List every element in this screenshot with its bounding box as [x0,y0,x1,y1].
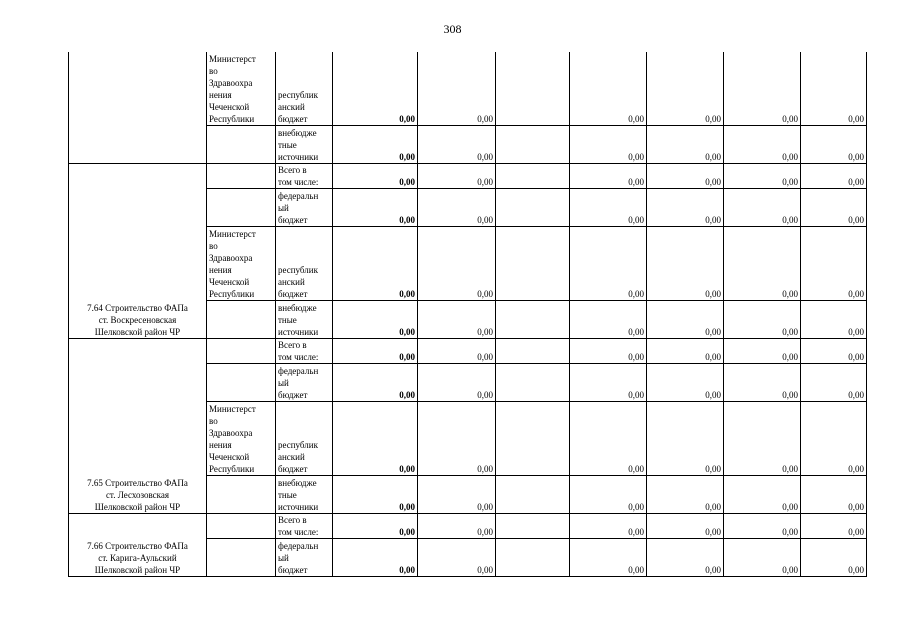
value-cell: 0,00 [647,539,724,577]
empty-cell [496,514,570,539]
value-cell: 0,00 [570,539,647,577]
executor-cell [207,126,276,164]
source-cell: внебюдже тные источники [276,126,333,164]
value-cell: 0,00 [801,189,867,227]
empty-cell [496,539,570,577]
value-cell: 0,00 [647,126,724,164]
value-cell: 0,00 [724,164,801,189]
value-cell: 0,00 [724,539,801,577]
source-cell: внебюдже тные источники [276,476,333,514]
value-cell: 0,00 [333,189,418,227]
value-cell: 0,00 [570,476,647,514]
value-cell: 0,00 [647,52,724,126]
value-cell: 0,00 [724,476,801,514]
object-name-cell: 7.66 Строительство ФАПа ст. Карига-Аульский Шелковской район ЧР [69,514,207,577]
value-cell: 0,00 [570,402,647,476]
executor-cell: Министерст во Здравоохра нения Чеченской Республики [207,227,276,301]
source-cell: федеральн ый бюджет [276,189,333,227]
value-cell: 0,00 [570,227,647,301]
financing-table [68,52,867,577]
empty-cell [496,189,570,227]
value-cell: 0,00 [801,476,867,514]
value-cell: 0,00 [724,126,801,164]
value-cell: 0,00 [333,364,418,402]
object-cell [69,52,207,164]
value-cell: 0,00 [647,301,724,339]
empty-cell [496,476,570,514]
value-cell: 0,00 [647,339,724,364]
value-cell: 0,00 [418,126,496,164]
value-cell: 0,00 [570,189,647,227]
value-cell: 0,00 [801,539,867,577]
value-cell: 0,00 [418,164,496,189]
empty-cell [496,52,570,126]
value-cell: 0,00 [724,52,801,126]
value-cell: 0,00 [724,227,801,301]
value-cell: 0,00 [418,514,496,539]
value-cell: 0,00 [647,227,724,301]
source-cell: федеральн ый бюджет [276,364,333,402]
object-name-cell: 7.65 Строительство ФАПа ст. Лесхозовская Шелковской район ЧР [69,339,207,514]
value-cell: 0,00 [418,539,496,577]
value-cell: 0,00 [333,339,418,364]
executor-cell: Министерст во Здравоохра нения Чеченской Республики [207,402,276,476]
value-cell: 0,00 [724,189,801,227]
value-cell: 0,00 [333,514,418,539]
value-cell: 0,00 [647,476,724,514]
value-cell: 0,00 [801,164,867,189]
executor-cell [207,339,276,364]
value-cell: 0,00 [801,126,867,164]
value-cell: 0,00 [801,402,867,476]
value-cell: 0,00 [647,189,724,227]
value-cell: 0,00 [570,301,647,339]
value-cell: 0,00 [570,126,647,164]
value-cell: 0,00 [333,476,418,514]
value-cell: 0,00 [333,126,418,164]
executor-cell: Министерст во Здравоохра нения Чеченской Республики [207,52,276,126]
empty-cell [496,227,570,301]
executor-cell [207,164,276,189]
source-cell: республик анский бюджет [276,402,333,476]
value-cell: 0,00 [647,164,724,189]
table-row [69,514,867,539]
empty-cell [496,364,570,402]
value-cell: 0,00 [647,402,724,476]
source-cell: Всего в том числе: [276,514,333,539]
value-cell: 0,00 [801,364,867,402]
value-cell: 0,00 [724,364,801,402]
value-cell: 0,00 [801,301,867,339]
value-cell: 0,00 [570,364,647,402]
value-cell: 0,00 [333,539,418,577]
empty-cell [496,164,570,189]
executor-cell [207,514,276,539]
executor-cell [207,539,276,577]
value-cell: 0,00 [570,52,647,126]
value-cell: 0,00 [570,339,647,364]
table-row [69,164,867,189]
value-cell: 0,00 [647,364,724,402]
value-cell: 0,00 [801,339,867,364]
table-row [69,339,867,364]
source-cell: республик анский бюджет [276,227,333,301]
value-cell: 0,00 [333,227,418,301]
value-cell: 0,00 [333,52,418,126]
value-cell: 0,00 [418,364,496,402]
table-row [69,52,867,126]
value-cell: 0,00 [724,301,801,339]
value-cell: 0,00 [418,301,496,339]
source-cell: федеральн ый бюджет [276,539,333,577]
source-cell: Всего в том числе: [276,164,333,189]
source-cell: республик анский бюджет [276,52,333,126]
page-number: 308 [443,22,462,36]
empty-cell [496,339,570,364]
value-cell: 0,00 [333,164,418,189]
value-cell: 0,00 [333,301,418,339]
value-cell: 0,00 [418,189,496,227]
executor-cell [207,476,276,514]
executor-cell [207,301,276,339]
value-cell: 0,00 [418,402,496,476]
source-cell: внебюдже тные источники [276,301,333,339]
empty-cell [496,126,570,164]
value-cell: 0,00 [418,52,496,126]
empty-cell [496,402,570,476]
value-cell: 0,00 [801,52,867,126]
value-cell: 0,00 [570,514,647,539]
value-cell: 0,00 [724,339,801,364]
object-name-cell: 7.64 Строительство ФАПа ст. Воскресеновская Шелковской район ЧР [69,164,207,339]
value-cell: 0,00 [724,514,801,539]
value-cell: 0,00 [801,514,867,539]
source-cell: Всего в том числе: [276,339,333,364]
value-cell: 0,00 [724,402,801,476]
value-cell: 0,00 [418,476,496,514]
value-cell: 0,00 [418,339,496,364]
executor-cell [207,189,276,227]
executor-cell [207,364,276,402]
empty-cell [496,301,570,339]
value-cell: 0,00 [570,164,647,189]
value-cell: 0,00 [333,402,418,476]
value-cell: 0,00 [801,227,867,301]
value-cell: 0,00 [647,514,724,539]
value-cell: 0,00 [418,227,496,301]
